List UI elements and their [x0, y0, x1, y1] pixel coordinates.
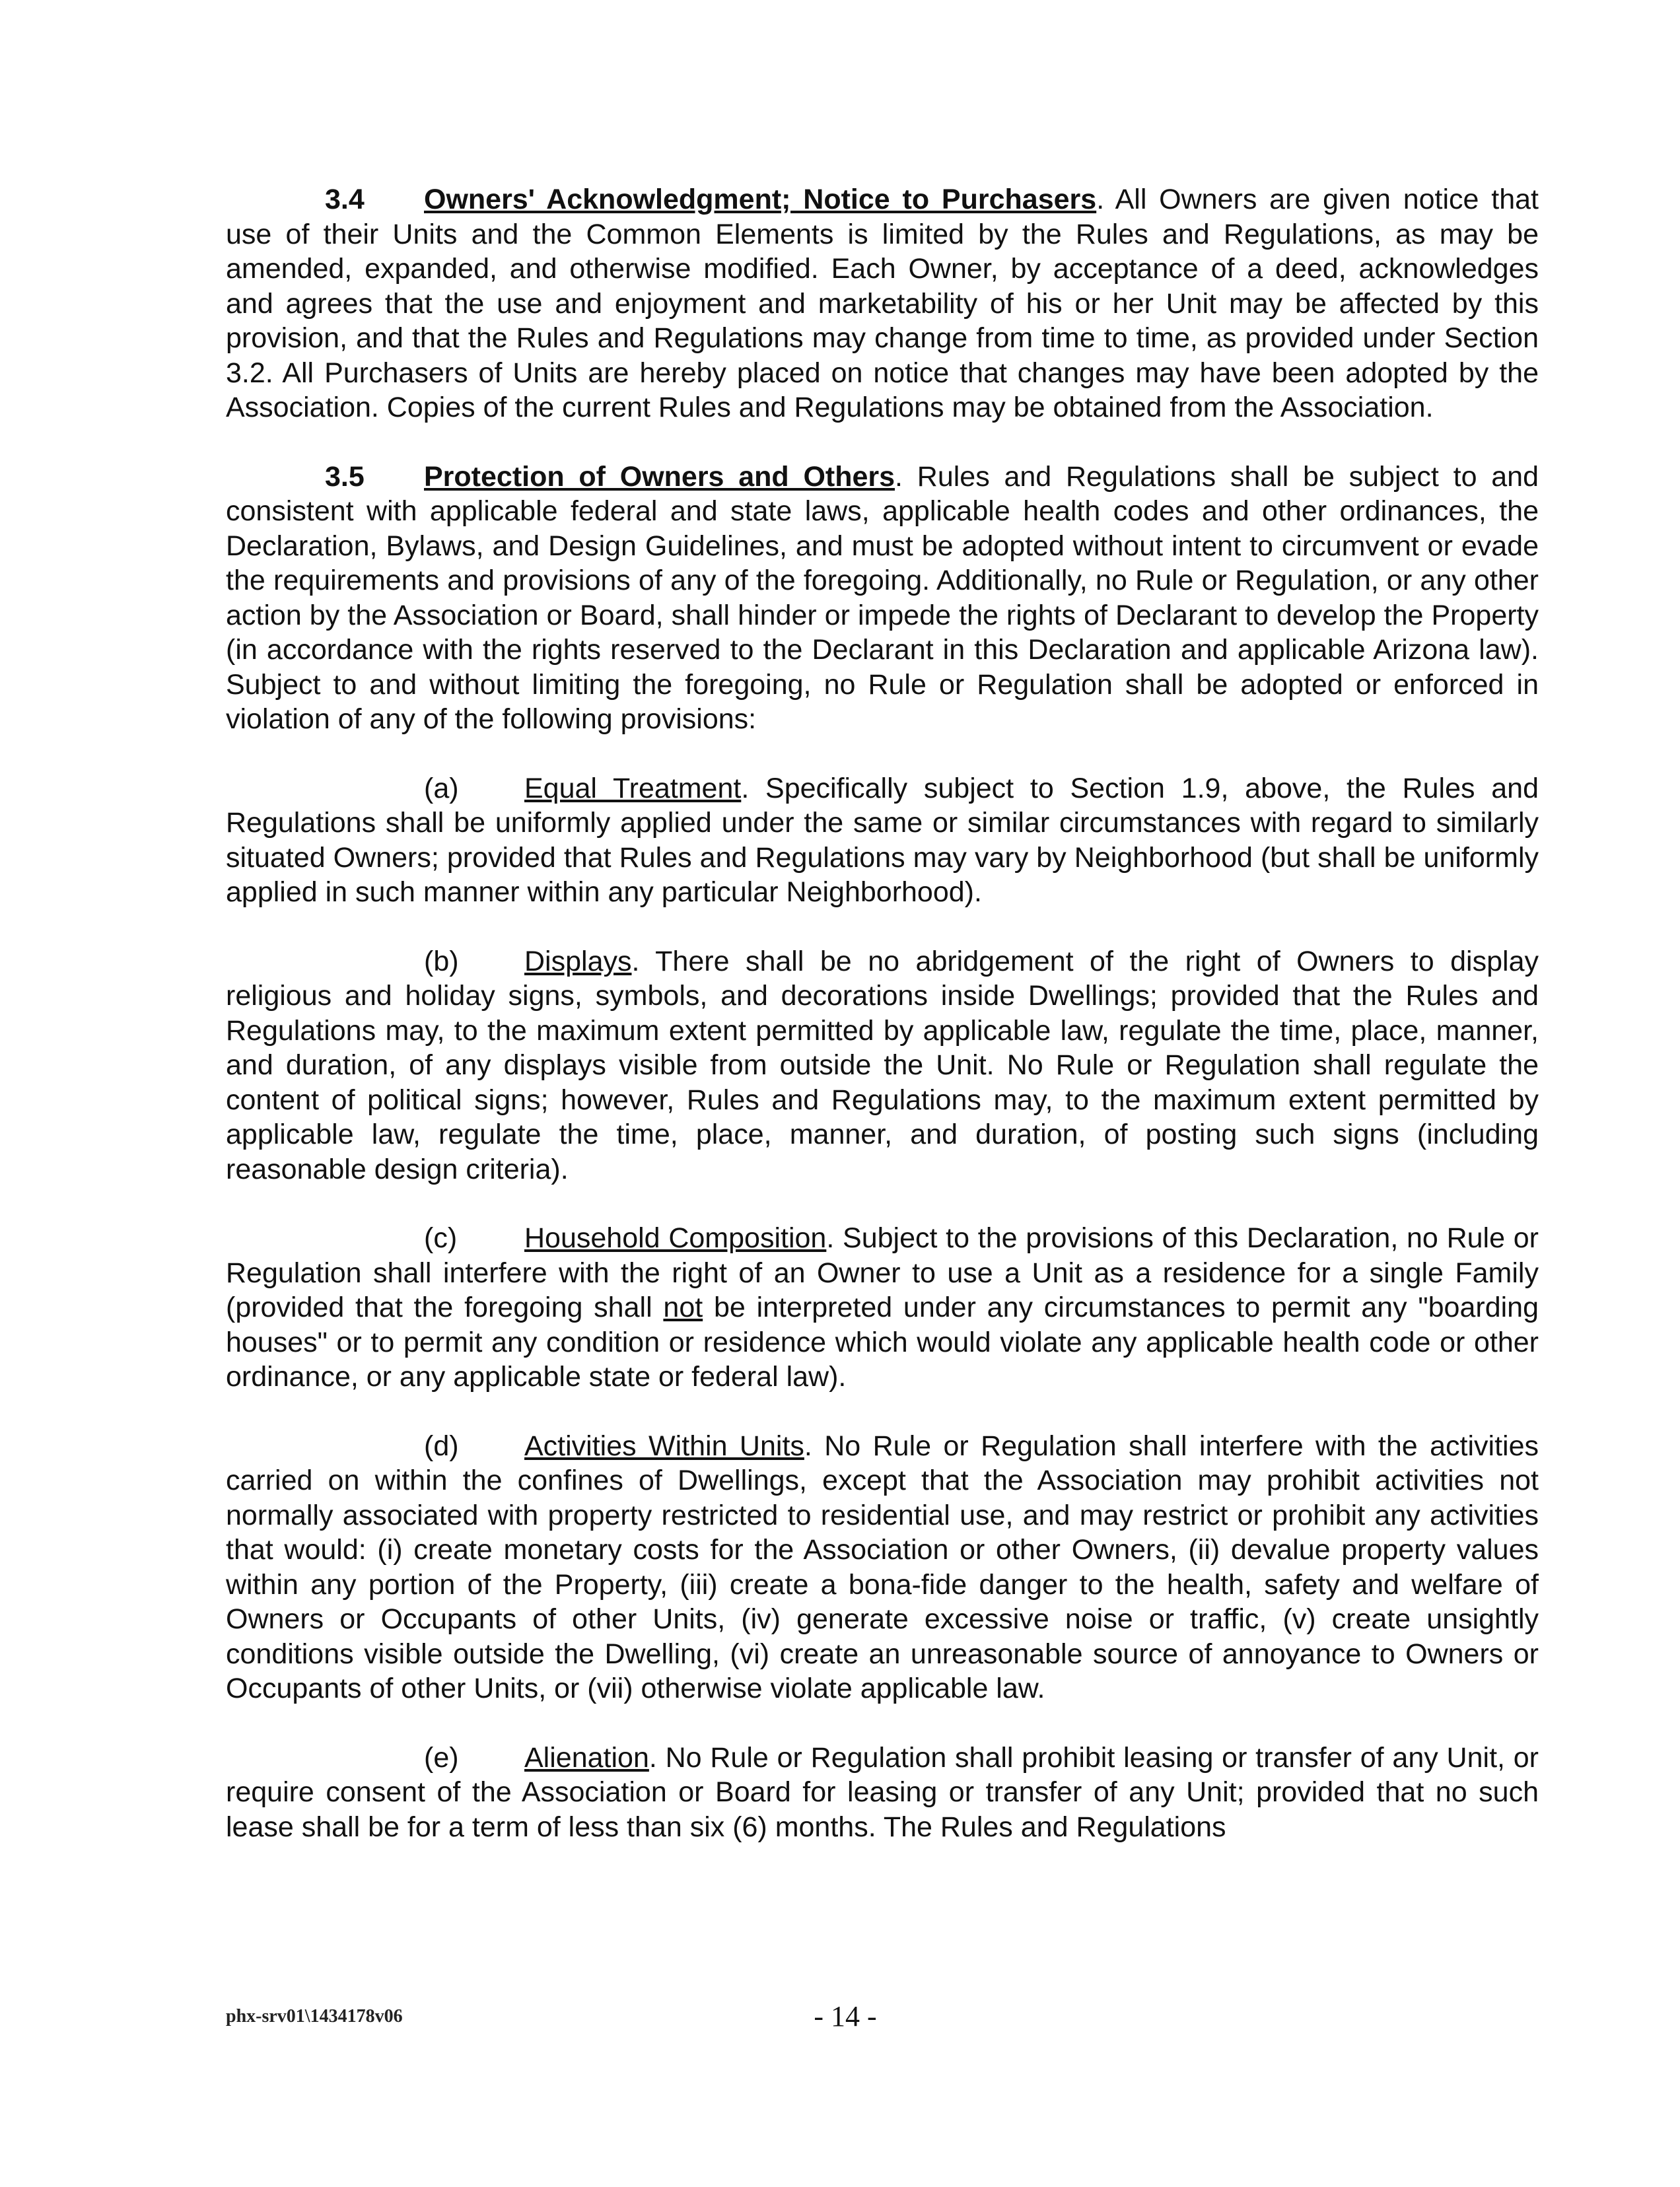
section-title-punct: .	[895, 460, 903, 493]
footer-page-number: - 14 -	[814, 2000, 877, 2032]
subsection-text-before: . Subject to the provisions of this Declaration, no Rule or Regulation shall interfere with the right of an Owner to use a Unit as a residence for a single Family (provided that the foregoing shall	[226, 1222, 1539, 1323]
section-title: Protection of Owners and Others	[424, 460, 895, 493]
subsection-label: (e)	[424, 1741, 459, 1774]
subsection-title: Household Composition	[524, 1222, 827, 1254]
subsection-label: (d)	[424, 1430, 459, 1462]
section-title: Owners' Acknowledgment; Notice to Purchasers	[424, 184, 1097, 215]
subsection-text: . There shall be no abridgement of the right of Owners to display religious and holiday signs, symbols, and decorations inside Dwellings; provided that the Rules and Regulations may, to the maximum extent permitted by applicable law, regulate the time, place, manner, and duration, of any displays visible from outside the Unit. No Rule or Regulation shall regulate the content of political signs; however, Rules and Regulations may, to the maximum extent permitted by applicable law, regulate the time, place, manner, and duration, of posting such signs (including reasonable design criteria).	[226, 945, 1539, 1185]
subsection-emphasis: not	[663, 1292, 703, 1323]
subsection-b	[226, 944, 1539, 1187]
subsection-c	[226, 1221, 1539, 1395]
section-3-4	[226, 182, 1539, 425]
document-body	[226, 182, 1539, 1879]
subsection-title: Displays	[524, 945, 632, 977]
subsection-text: . No Rule or Regulation shall interfere with the activities carried on within the confines of Dwellings, except that the Association may prohibit activities not normally associated with property restricted to residential use, and may restrict or prohibit any activities that would: (i) create monetary costs for the Association or other Owners, (ii) devalue property values within any portion of the Property, (iii) create a bona-fide danger to the health, safety and welfare of Owners or Occupants of other Units, (iv) generate excessive noise or traffic, (v) create unsightly conditions visible outside the Dwelling, (vi) create an unreasonable source of annoyance to Owners or Occupants of other Units, or (vii) otherwise violate applicable law.	[226, 1430, 1539, 1704]
section-title-punct: .	[1096, 184, 1105, 215]
subsection-title: Activities Within Units	[524, 1430, 804, 1462]
section-text: Rules and Regulations shall be subject to and consistent with applicable federal and state laws, applicable health codes and other ordinances, the Declaration, Bylaws, and Design Guidelines, and must be adopted without intent to circumvent or evade the requirements and provisions of any of the foregoing. Additionally, no Rule or Regulation, or any other action by the Association or Board, shall hinder or impede the rights of Declarant to develop the Property (in accordance with the rights reserved to the Declarant in this Declaration and applicable Arizona law). Subject to and without limiting the foregoing, no Rule or Regulation shall be adopted or enforced in violation of any of the following provisions:	[226, 460, 1539, 735]
subsection-text: . Specifically subject to Section 1.9, above, the Rules and Regulations shall be uniformly applied under the same or similar circumstances with regard to similarly situated Owners; provided that Rules and Regulations may vary by Neighborhood (but shall be uniformly applied in such manner within any particular Neighborhood).	[226, 772, 1539, 908]
subsection-label: (c)	[424, 1222, 458, 1254]
section-number: 3.4	[325, 184, 365, 215]
subsection-label: (a)	[424, 772, 459, 804]
section-3-5	[226, 460, 1539, 737]
subsection-title: Equal Treatment	[524, 772, 742, 804]
subsection-a	[226, 771, 1539, 910]
subsection-d	[226, 1429, 1539, 1706]
section-text: All Owners are given notice that use of their Units and the Common Elements is limited by the Rules and Regulations, as may be amended, expanded, and otherwise modified. Each Owner, by acceptance of a deed, acknowledges and agrees that the use and enjoyment and marketability of his or her Unit may be affected by this provision, and that the Rules and Regulations may change from time to time, as provided under Section 3.2. All Purchasers of Units are hereby placed on notice that changes may have been adopted by the Association. Copies of the current Rules and Regulations may be obtained from the Association.	[226, 184, 1539, 423]
footer-document-id: phx-srv01\1434178v06	[226, 2006, 403, 2027]
subsection-text: . No Rule or Regulation shall prohibit leasing or transfer of any Unit, or require consent of the Association or Board for leasing or transfer of any Unit; provided that no such lease shall be for a term of less than six (6) months. The Rules and Regulations	[226, 1741, 1539, 1843]
section-number: 3.5	[325, 460, 365, 493]
subsection-title: Alienation	[524, 1741, 649, 1774]
subsection-e	[226, 1741, 1539, 1845]
subsection-text-after: be interpreted under any circumstances to permit any "boarding houses" or to permit any condition or residence which would violate any applicable health code or other ordinance, or any applicable state or federal law).	[226, 1292, 1539, 1393]
subsection-label: (b)	[424, 945, 459, 977]
